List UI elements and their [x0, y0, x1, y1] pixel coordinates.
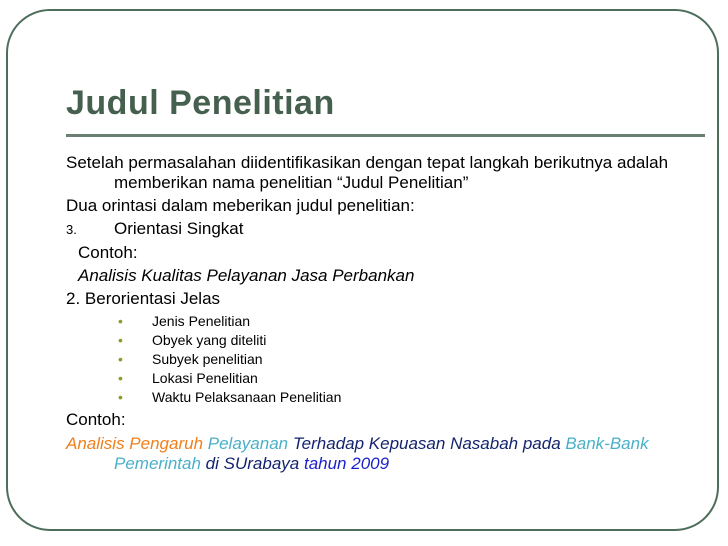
bullet-icon: • [118, 351, 123, 367]
list-item: • Lokasi Penelitian [118, 370, 258, 386]
intro-paragraph: Setelah permasalahan diidentifikasikan dengan tepat langkah berikutnya adalah memberikan nama penelitian “Judul Penelitian” [66, 153, 669, 192]
orientation-item-1 [66, 219, 706, 240]
bullet-icon: • [118, 370, 123, 386]
example-2-part-bank: Bank-Bank Pemerintah [114, 434, 649, 473]
example-1-text: Analisis Kualitas Pelayanan Jasa Perbankan [78, 266, 415, 285]
criteria-list [66, 312, 706, 407]
bullet-icon: • [118, 389, 123, 405]
orientation-item-1-label: Orientasi Singkat [114, 219, 244, 238]
example-2-part-analisis: Analisis Pengaruh [66, 434, 204, 453]
list-item: • Waktu Pelaksanaan Penelitian [118, 389, 342, 405]
bullet-icon: • [118, 332, 123, 348]
bullet-icon: • [118, 313, 123, 329]
list-item: • Obyek yang diteliti [118, 332, 267, 348]
title-divider [66, 134, 705, 137]
orientation-item-2: 2. Berorientasi Jelas [66, 289, 221, 308]
orientations-heading: Dua orintasi dalam meberikan judul penelitian: [66, 196, 415, 215]
slide-body [66, 153, 706, 474]
list-item: • Subyek penelitian [118, 351, 263, 367]
example-2-part-tahun: tahun 2009 [303, 454, 390, 473]
example-2-part-pelayanan: Pelayanan [207, 434, 289, 453]
list-item: • Jenis Penelitian [118, 313, 251, 329]
slide-title: Judul Penelitian [66, 84, 335, 122]
example-2-text [66, 434, 706, 474]
orientation-item-1-number: 3. [66, 222, 77, 237]
example-label-1: Contoh: [78, 243, 138, 262]
example-label-2: Contoh: [66, 410, 126, 429]
example-2-part-lokasi: di SUrabaya [205, 454, 300, 473]
example-2-part-kepuasan: Terhadap Kepuasan Nasabah pada [292, 434, 561, 453]
